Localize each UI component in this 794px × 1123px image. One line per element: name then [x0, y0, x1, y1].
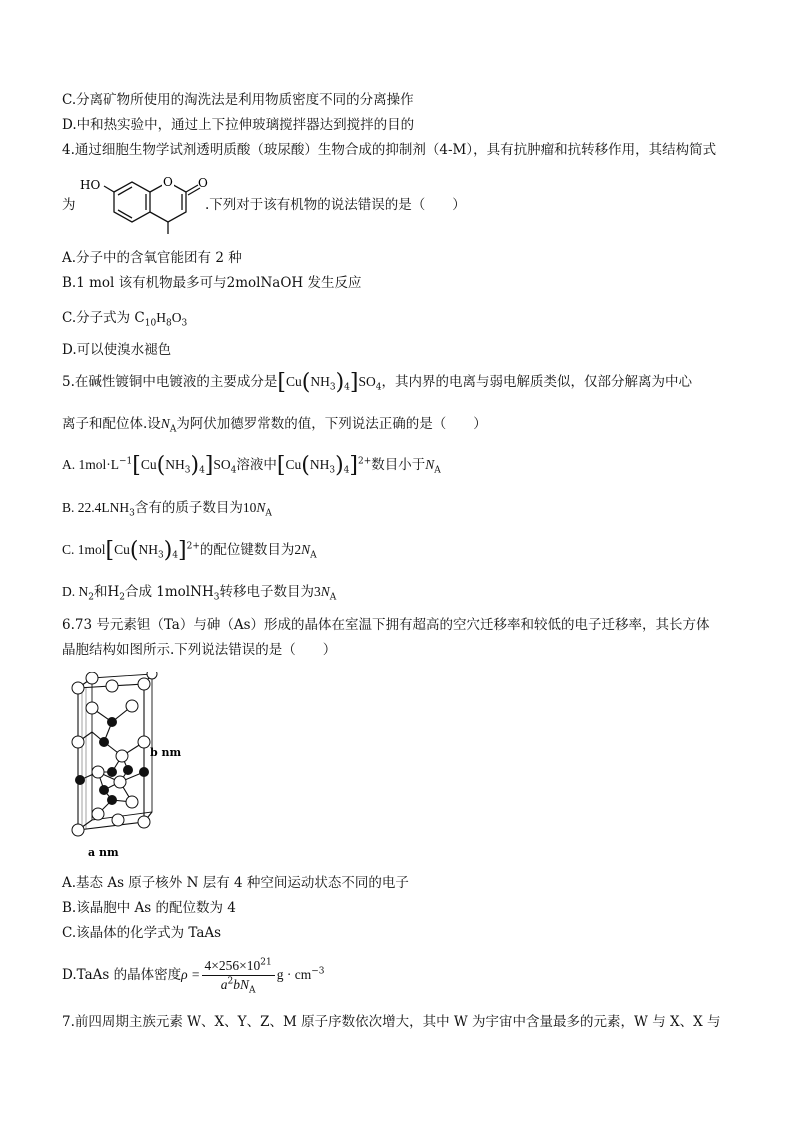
q4-option-c: C.分子式为 $C_{10}H_8O_3$: [62, 310, 188, 329]
oh-label: HO: [80, 178, 101, 192]
q6-stem-line2: 晶胞结构如图所示.下列说法错误的是（ ）: [62, 642, 337, 658]
q4-stem: 4.通过细胞生物学试剂透明质酸（玻尿酸）生物合成的抑制剂（4-M），具有抗肿瘤和抗转移作用，其结构简式: [62, 142, 717, 158]
carbonyl-o-label: O: [198, 176, 208, 190]
q5-option-a: A. $1mol\cdot L^{-1}[Cu(NH_3)_4]SO_4$溶液中$[Cu(NH_3)_4]^{2+}$数目小于$N_A$: [62, 453, 441, 478]
q4-question: .下列对于该有机物的说法错误的是（ ）: [205, 197, 466, 213]
q7-stem: 7.前四周期主族元素 W、X、Y、Z、M 原子序数依次增大，其中 W 为宇宙中含量最多的元素，W 与 X、X 与: [62, 1014, 721, 1030]
ring-o-label: O: [163, 175, 173, 189]
q4-option-a: A.分子中的含氧官能团有 2 种: [62, 250, 242, 266]
q5-option-d: D. $N_2$和$H_2$合成 1molNH$_3$转移电子数目为$3N_A$: [62, 584, 337, 603]
q6-option-d: D.TaAs 的晶体密度ρ = $\frac{4\times 256\times 10^{21}}{a^2bN_A}$ $g \cdot cm^{-3}$: [62, 957, 325, 996]
b-length-label: b nm: [150, 746, 182, 759]
q6-option-c: C.该晶体的化学式为 TaAs: [62, 925, 222, 941]
q6-option-a: A.基态 As 原子核外 N 层有 4 种空间运动状态不同的电子: [62, 875, 409, 891]
q6-stem: 6.73 号元素钽（Ta）与砷（As）形成的晶体在室温下拥有超高的空穴迁移率和较低的电子迁移率，其长方体: [62, 617, 710, 633]
q6-option-b: B.该晶胞中 As 的配位数为 4: [62, 900, 236, 916]
a-length-label: a nm: [88, 846, 119, 859]
crystal-cell-diagram: [62, 672, 192, 862]
q4-wei: 为: [62, 197, 76, 213]
q4-option-d: D.可以使溴水褪色: [62, 342, 172, 358]
q5-option-b: B. $22.4LNH_3$含有的质子数目为$10N_A$: [62, 500, 272, 519]
q3-option-d: D.中和热实验中，通过上下拉伸玻璃搅拌器达到搅拌的目的: [62, 117, 415, 133]
q5-stem: 5.在碱性镀铜中电镀液的主要成分是$[Cu(NH_3)_4]SO_4$，其内界的电离与弱电解质类似，仅部分解离为中心: [62, 370, 692, 395]
q5-option-c: C. $1mol[Cu(NH_3)_4]^{2+}$的配位键数目为$2N_A$: [62, 538, 317, 563]
q5-stem-line2: 离子和配位体.设$N_A$为阿伏加德罗常数的值，下列说法正确的是（ ）: [62, 416, 487, 435]
coumarin-structure: [78, 170, 208, 240]
q3-option-c: C.分离矿物所使用的淘洗法是利用物质密度不同的分离操作: [62, 92, 414, 108]
q4-option-b: B.1 mol 该有机物最多可与2molNaOH 发生反应: [62, 275, 362, 291]
